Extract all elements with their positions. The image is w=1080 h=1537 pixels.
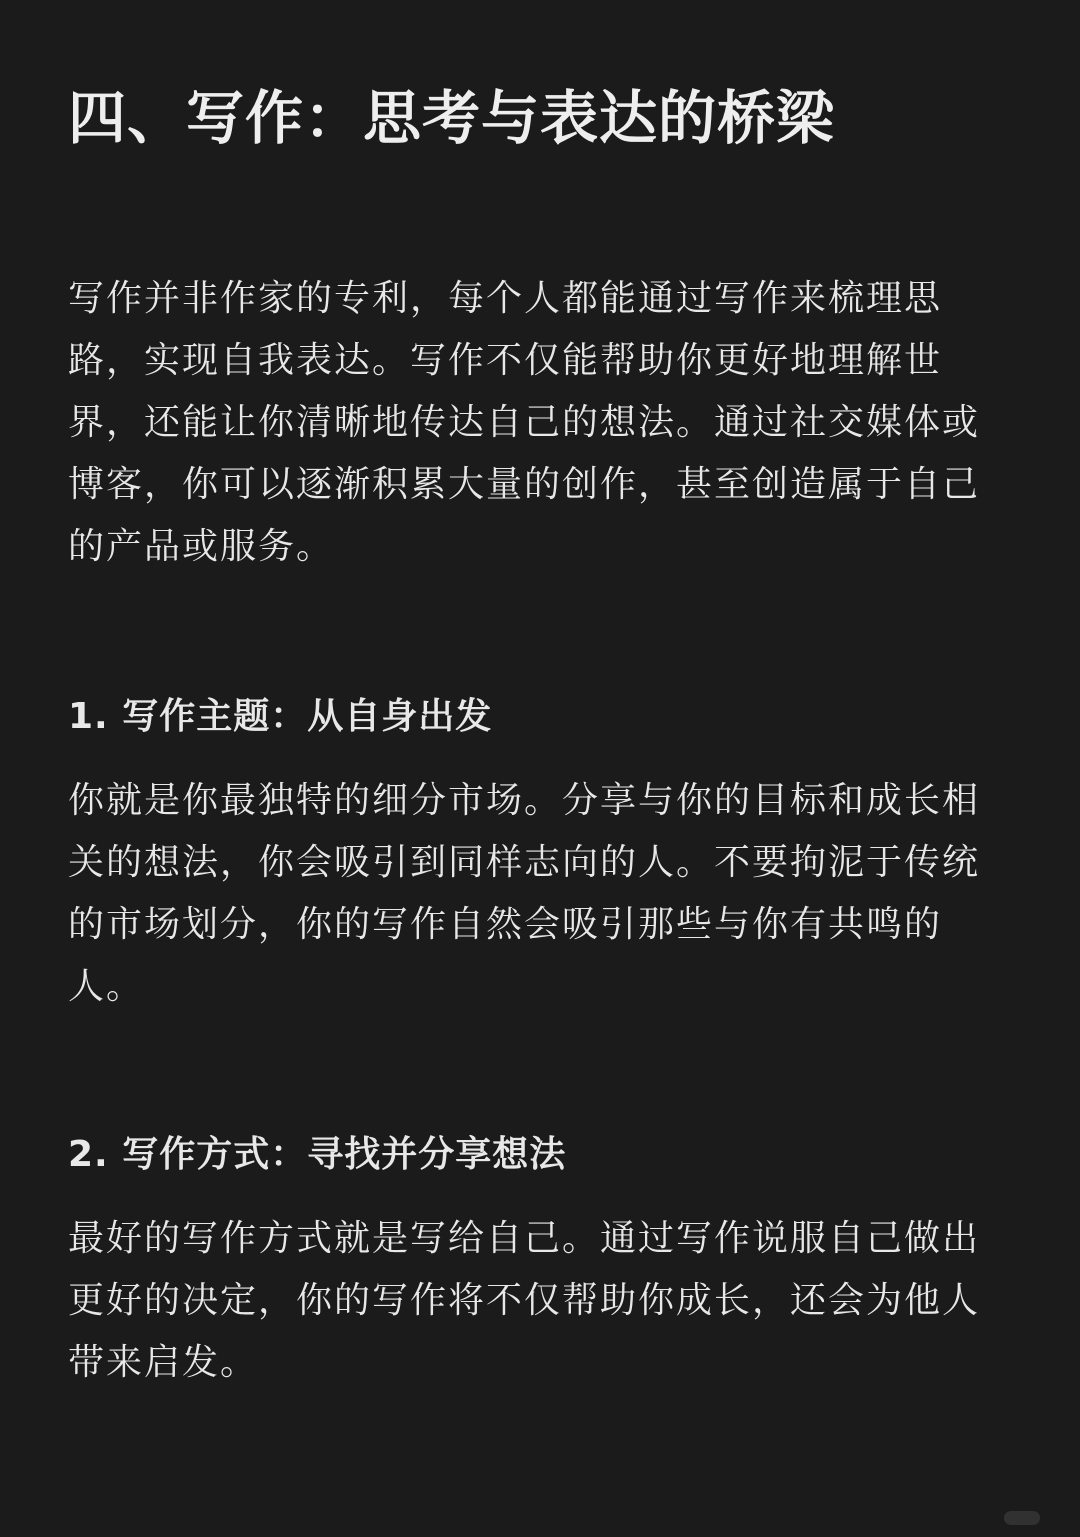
section-heading-method: 2. 写作方式：寻找并分享想法	[68, 1134, 567, 1175]
paragraph-line: 路，实现自我表达。写作不仅能帮助你更好地理解世	[68, 340, 943, 381]
paragraph-line: 人。	[68, 966, 145, 1007]
paragraph-line: 带来启发。	[68, 1342, 259, 1383]
paragraph-line: 博客，你可以逐渐积累大量的创作，甚至创造属于自己	[68, 464, 981, 505]
paragraph-line: 的产品或服务。	[68, 526, 335, 567]
watermark-logo-icon	[1004, 1511, 1040, 1525]
paragraph-line: 写作并非作家的专利，每个人都能通过写作来梳理思	[68, 278, 943, 319]
paragraph-line: 界，还能让你清晰地传达自己的想法。通过社交媒体或	[68, 402, 981, 443]
section-heading-topic: 1. 写作主题：从自身出发	[68, 696, 493, 737]
page-title: 四、写作：思考与表达的桥梁	[68, 84, 836, 152]
paragraph-line: 更好的决定，你的写作将不仅帮助你成长，还会为他人	[68, 1280, 981, 1321]
intro-paragraph	[68, 268, 1030, 578]
paragraph-line: 的市场划分，你的写作自然会吸引那些与你有共鸣的	[68, 904, 943, 945]
paragraph-line: 你就是你最独特的细分市场。分享与你的目标和成长相	[68, 780, 981, 821]
paragraph-line: 关的想法，你会吸引到同样志向的人。不要拘泥于传统	[68, 842, 981, 883]
section-paragraph-method	[68, 1208, 1030, 1394]
paragraph-line: 最好的写作方式就是写给自己。通过写作说服自己做出	[68, 1218, 981, 1259]
section-paragraph-topic	[68, 770, 1030, 1018]
